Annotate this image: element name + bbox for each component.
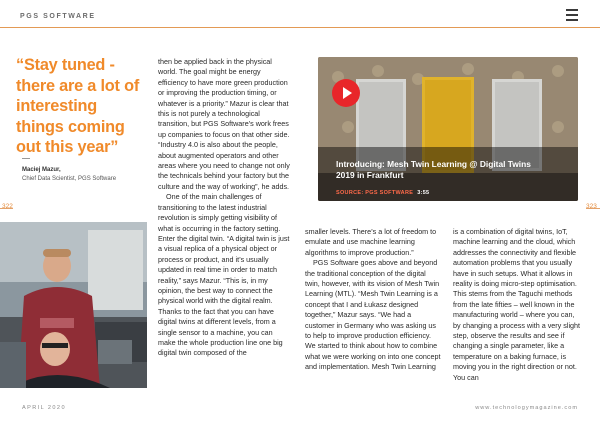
article-photo — [0, 222, 147, 388]
video-source: SOURCE: PGS SOFTWARE — [336, 190, 414, 196]
video-player[interactable] — [318, 57, 578, 201]
quote-dash — [22, 158, 30, 159]
footer-date: APRIL 2020 — [22, 405, 66, 411]
video-title[interactable]: Introducing: Mesh Twin Learning @ Digital Twins 2019 in Frankfurt — [336, 159, 531, 180]
paragraph: One of the main challenges of transitioning to the latest industrial revolution is simply getting visibility of what is occurring in the factory setting. Enter the digital twin. “A digital twin is just a visual replica of a physical object or process or product, and it’s usually updated in real time in order to match reality,” says Mazur. “This is, in my opinion, the best way to connect the physical world with the digital realm. Thanks to the fact that you can have digital twins at different levels, from a single sensor to a machine, you can make the whole production line one big digital twin composed of the — [158, 192, 290, 358]
footer-website[interactable]: www.technologymagazine.com — [475, 405, 578, 411]
author-name: Maciej Mazur, — [22, 167, 61, 173]
paragraph: PGS Software goes above and beyond the traditional conception of the digital twin, however, with its vision of Mesh Twin Learning (MTL). “Mesh Twin Learning is a concept that I and Łukasz designed together,” Mazur says. “We had a customer in Germany who was asking us to help to improve production efficiency. We started to think about how to combine what we were working on into one concept and implementation. Mesh Twin Learning — [305, 258, 441, 372]
header-divider — [0, 27, 600, 28]
page-number-right: 323 — [586, 203, 597, 210]
article-column-2 — [305, 227, 441, 373]
workers-photo-illustration — [0, 222, 147, 388]
article-column-1 — [158, 57, 292, 359]
article-column-3 — [453, 227, 583, 383]
play-button[interactable] — [332, 79, 360, 107]
author-role: Chief Data Scientist, PGS Software — [22, 176, 117, 182]
paragraph: is a combination of digital twins, IoT, machine learning and the cloud, which addresses the connectivity and flexible automation problems that you usually have in such setups. What it allows in reality is doing micro-step optimisation. This stems from the Taguchi methods from the late fifties – well known in the manufacturing world – where you can, by changing a process with a very slight step, observe the results and see if changing a single parameter, like a temperature on a baking furnace, is moving you in the right direction or not. You can — [453, 227, 581, 382]
video-meta — [336, 190, 429, 196]
paragraph: smaller levels. There’s a lot of freedom to emulate and use machine learning algorithms to improve production.” — [305, 227, 437, 257]
paragraph: then be applied back in the physical world. The goal might be energy efficiency to have more green production or improving the production timing, or whatever is a priority.” Mazur is clear that this is not purely a technological transition, but PGS Software’s work frees up companies to focus on that other side. “Industry 4.0 is also about the people, about augmented operators and other areas where you need to change not only the technicals behind your factory but the culture and the way of working”, he adds. — [158, 57, 290, 191]
menu-icon[interactable] — [566, 9, 578, 20]
video-duration: 3:55 — [417, 190, 430, 196]
page-number-left: 322 — [2, 203, 13, 210]
quote-author — [22, 166, 116, 184]
brand-name: PGS SOFTWARE — [20, 13, 96, 20]
pull-quote: “Stay tuned - there are a lot of interesting things coming out this year” — [16, 56, 140, 156]
